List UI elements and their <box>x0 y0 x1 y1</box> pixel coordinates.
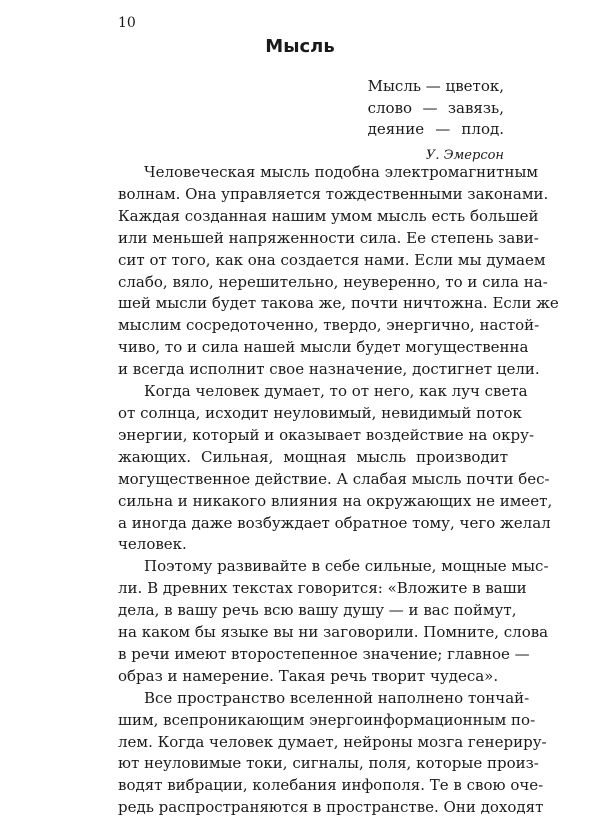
text-line: чиво, то и сила нашей мысли будет могущественна <box>118 338 529 357</box>
chapter-title: Мысль <box>265 36 335 57</box>
paragraph <box>118 162 559 381</box>
paragraph <box>118 556 549 687</box>
paragraph <box>118 381 553 556</box>
text-line: водят вибрации, колебания инфополя. Те в свою оче- <box>118 776 544 795</box>
text-line: энергии, который и оказывает воздействие на окру- <box>118 425 535 444</box>
text-line: Каждая созданная нашим умом мысль есть большей <box>118 206 539 225</box>
text-line: или меньшей напряженности сила. Ее степень зави- <box>118 228 539 247</box>
text-line: на каком бы языке вы ни заговорили. Помните, слова <box>118 623 549 642</box>
text-line: сит от того, как она создается нами. Если мы думаем <box>118 250 546 269</box>
text-line: ют неуловимые токи, сигналы, поля, которые произ- <box>118 754 539 773</box>
text-line: Все пространство вселенной наполнено тончай- <box>144 688 530 707</box>
text-line: мыслим сосредоточенно, твердо, энергично, настой- <box>118 316 540 335</box>
text-line: образ и намерение. Такая речь творит чудеса». <box>118 666 499 685</box>
epigraph-line: Мысль — цветок, <box>367 77 504 95</box>
text-line: шим, всепроникающим энергоинформационным по- <box>118 710 536 729</box>
text-line: шей мысли будет такова же, почти ничтожна. Если же <box>118 294 559 313</box>
text-line: Поэтому развивайте в себе сильные, мощные мыс- <box>144 557 549 576</box>
text-line: слабо, вяло, нерешительно, неуверенно, то и сила на- <box>118 272 548 291</box>
text-line: Человеческая мысль подобна электромагнитным <box>144 163 539 181</box>
text-line: лем. Когда человек думает, нейроны мозга генериру- <box>118 732 547 751</box>
text-line: человек. <box>118 535 187 554</box>
epigraph-author: У. Эмерсон <box>425 147 504 163</box>
text-line: в речи имеют второстепенное значение; главное — <box>118 644 530 663</box>
text-line: и всегда исполнит свое назначение, достигнет цели. <box>118 360 540 379</box>
text-line: а иногда даже возбуждает обратное тому, чего желал <box>118 513 551 532</box>
text-line: дела, в вашу речь всю вашу душу — и вас поймут, <box>118 601 517 620</box>
epigraph-line: деяние — плод. <box>367 120 504 138</box>
text-line: могущественное действие. А слабая мысль почти бес- <box>118 469 550 488</box>
text-line: редь распространяются в пространстве. Они доходят <box>118 798 544 817</box>
text-line: сильна и никакого влияния на окружающих не имеет, <box>118 491 553 510</box>
epigraph <box>368 76 504 165</box>
text-line: Когда человек думает, то от него, как луч света <box>144 382 528 401</box>
epigraph-line: слово — завязь, <box>367 98 504 117</box>
text-line: волнам. Она управляется тождественными законами. <box>118 184 549 203</box>
text-line: жающих. Сильная, мощная мысль производит <box>118 447 508 466</box>
page-number: 10 <box>118 15 136 31</box>
text-line: от солнца, исходит неуловимый, невидимый поток <box>118 403 522 422</box>
text-line: ли. В древних текстах говорится: «Вложите в ваши <box>118 579 527 598</box>
body-text <box>118 162 559 819</box>
paragraph <box>118 688 547 819</box>
